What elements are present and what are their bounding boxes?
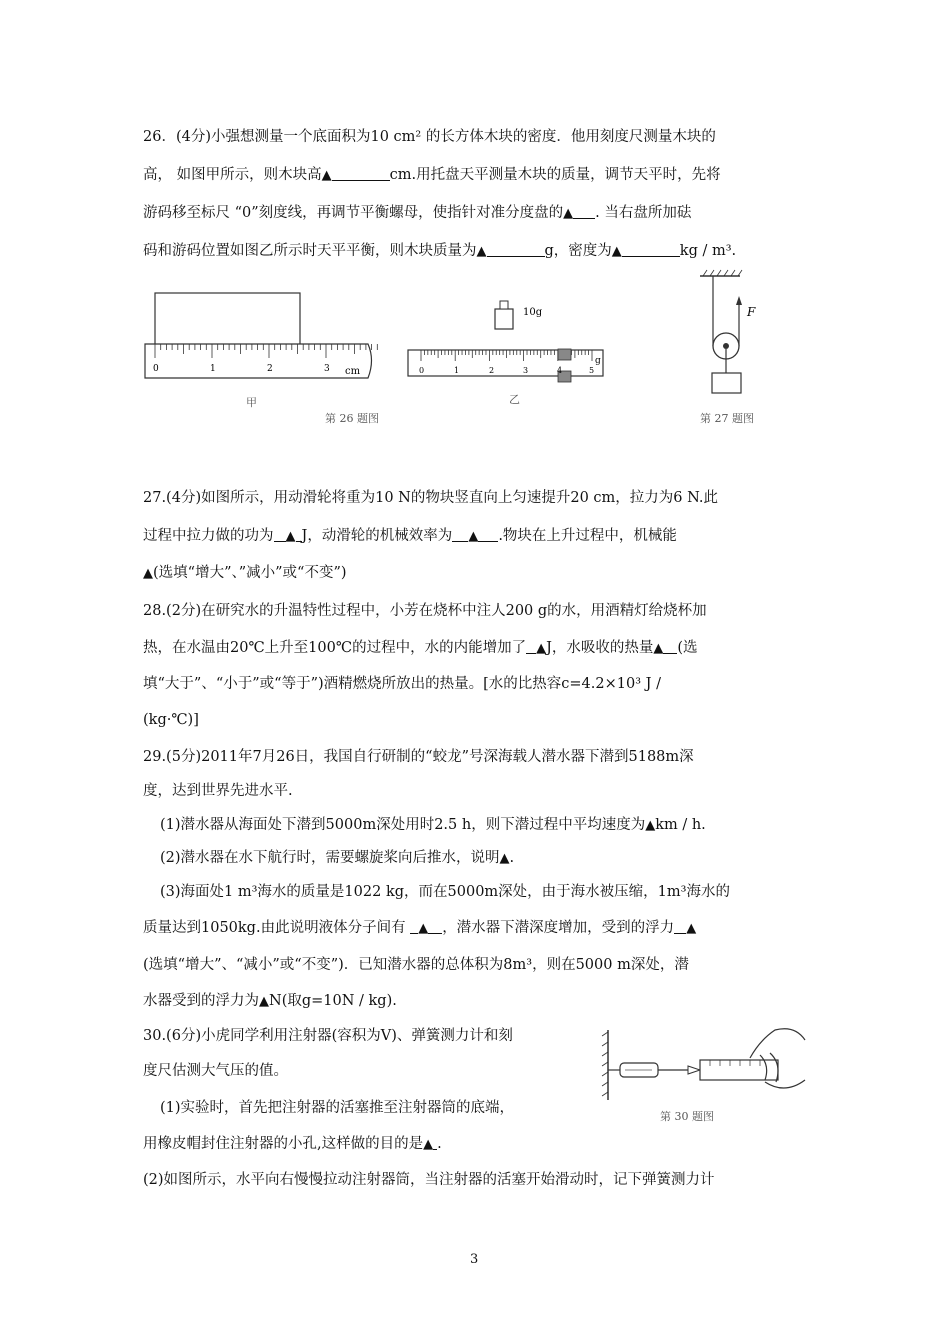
blank-marker: ▲: [686, 921, 697, 936]
blank-marker: ▲: [653, 641, 664, 656]
q29-sub3a: (3)海面处1 m³海水的质量是1022 kg，而在5000m深处，由于海水被压缩，1m³海水的: [160, 884, 730, 900]
ruler-label: 3: [324, 364, 330, 374]
ruler-label: 2: [267, 364, 273, 374]
q28-line3: 填“大于”、“小于”或“等于”)酒精燃烧所放出的热量。[水的比热容c=4.2×10³ J /: [143, 676, 661, 692]
q26-line1: 26．(4分)小强想测量一个底面积为10 cm² 的长方体木块的密度．他用刻度尺测量木块的: [143, 129, 716, 145]
answer-blank[interactable]: [332, 166, 390, 181]
page-number: 3: [470, 1252, 479, 1267]
rider-icon: [558, 349, 571, 360]
q28-line4: (kg·℃)]: [143, 712, 199, 728]
q29-sub3e: 水器受到的浮力为▲N(取g=10N / kg).: [143, 993, 397, 1009]
q26-line2: 高， 如图甲所示，则木块高▲ cm.用托盘天平测量木块的质量，调节天平时，先将: [143, 167, 721, 183]
q29-sub3b: 质量达到1050kg.由此说明液体分子间有 ▲ ，潜水器下潜深度增加，受到的浮力 ▲: [143, 920, 697, 936]
figure-30-caption: 第 30 题图: [660, 1110, 714, 1123]
answer-blank[interactable]: [622, 242, 680, 257]
figure-label-yi: 乙: [509, 393, 520, 406]
figure-26-balance: [405, 295, 615, 410]
scale-label: 3: [523, 366, 529, 375]
q29-line2: 度，达到世界先进水平.: [143, 783, 293, 799]
scale-label: 0: [419, 366, 425, 375]
q27-line2: 过程中拉力做的功为 ▲ J，动滑轮的机械效率为 ▲ .物块在上升过程中，机械能: [143, 528, 677, 544]
scale-label: 1: [454, 366, 460, 375]
blank-marker: ▲: [321, 168, 332, 183]
figure-30-syringe: [600, 1020, 810, 1120]
blank-marker: ▲: [645, 818, 656, 833]
blank-marker: ▲: [418, 921, 429, 936]
scale-label: 4: [557, 366, 563, 375]
q27-line3: ▲(选填“增大”、”减小”或“不变”): [143, 565, 347, 581]
blank-marker: ▲: [423, 1137, 434, 1152]
answer-blank[interactable]: [526, 639, 536, 654]
answer-blank[interactable]: [274, 527, 286, 542]
q28-line1: 28.(2分)在研究水的升温特性过程中，小芳在烧杯中注人200 g的水，用酒精灯给烧杯加: [143, 603, 707, 619]
blank-marker: ▲: [611, 244, 622, 259]
q30-sub1a: (1)实验时，首先把注射器的活塞推至注射器筒的底端，: [160, 1100, 515, 1116]
figure-26-ruler: [143, 288, 378, 413]
q29-line1: 29.(5分)2011年7月26日，我国自行研制的“蛟龙”号深海载人潜水器下潜到5188m深: [143, 749, 694, 765]
q26-line3: 游码移至标尺 “0”刻度线，再调节平衡螺母，使指针对准分度盘的▲ . 当右盘所加砝: [143, 205, 692, 221]
figure-label-jia: 甲: [246, 396, 257, 409]
scale-unit: g: [595, 356, 601, 366]
figure-27-pulley: [695, 268, 775, 408]
q29-sub1: (1)潜水器从海面处下潜到5000m深处用时2.5 h，则下潜过程中平均速度为▲km / h.: [160, 817, 706, 833]
answer-blank[interactable]: [663, 639, 677, 654]
scale-label: 2: [489, 366, 495, 375]
q26-line4: 码和游码位置如图乙所示时天平平衡，则木块质量为▲ g，密度为▲ kg / m³.: [143, 243, 737, 259]
ruler-unit: cm: [345, 366, 361, 377]
answer-blank[interactable]: [674, 919, 686, 934]
answer-blank[interactable]: [573, 204, 595, 219]
answer-blank[interactable]: [410, 919, 418, 934]
q30-line1: 30.(6分)小虎同学利用注射器(容积为V)、弹簧测力计和刻: [143, 1028, 513, 1044]
q28-line2: 热，在水温由20℃上升至100℃的过程中，水的内能增加了 ▲J，水吸收的热量▲ (选: [143, 640, 698, 656]
weight-label: 10g: [523, 307, 543, 318]
force-label: F: [747, 305, 756, 319]
force-arrow-icon: [736, 296, 742, 305]
answer-blank[interactable]: [452, 527, 468, 542]
blank-marker: ▲: [143, 566, 153, 581]
block-icon: [712, 373, 741, 393]
ruler-label: 0: [153, 364, 159, 374]
q29-sub2: (2)潜水器在水下航行时，需要螺旋桨向后推水，说明▲.: [160, 850, 515, 866]
scale-label: 5: [589, 366, 595, 375]
ruler-label: 1: [210, 364, 216, 374]
q30-sub2: (2)如图所示，水平向右慢慢拉动注射器筒，当注射器的活塞开始滑动时，记下弹簧测力计: [143, 1172, 715, 1188]
q30-sub1b: 用橡皮帽封住注射器的小孔,这样做的目的是▲ .: [143, 1136, 442, 1152]
figure-27-caption: 第 27 题图: [700, 412, 754, 425]
blank-marker: ▲: [468, 529, 479, 544]
q30-line2: 度尺估测大气压的值。: [143, 1063, 288, 1079]
blank-marker: ▲: [499, 851, 510, 866]
blank-marker: ▲: [259, 994, 269, 1009]
blank-marker: ▲: [536, 641, 547, 656]
blank-marker: ▲: [285, 529, 296, 544]
figure-26-caption: 第 26 题图: [325, 412, 379, 425]
q27-line1: 27.(4分)如图所示，用动滑轮将重为10 N的物块竖直向上匀速提升20 cm，拉力为6 N.此: [143, 490, 718, 506]
q29-sub3d: (选填“增大”、“减小”或“不变”)．已知潜水器的总体积为8m³，则在5000 m深处，潜: [143, 957, 689, 973]
answer-blank[interactable]: [487, 242, 545, 257]
weight-icon: [495, 309, 513, 329]
blank-marker: ▲: [476, 244, 487, 259]
blank-marker: ▲: [563, 206, 574, 221]
